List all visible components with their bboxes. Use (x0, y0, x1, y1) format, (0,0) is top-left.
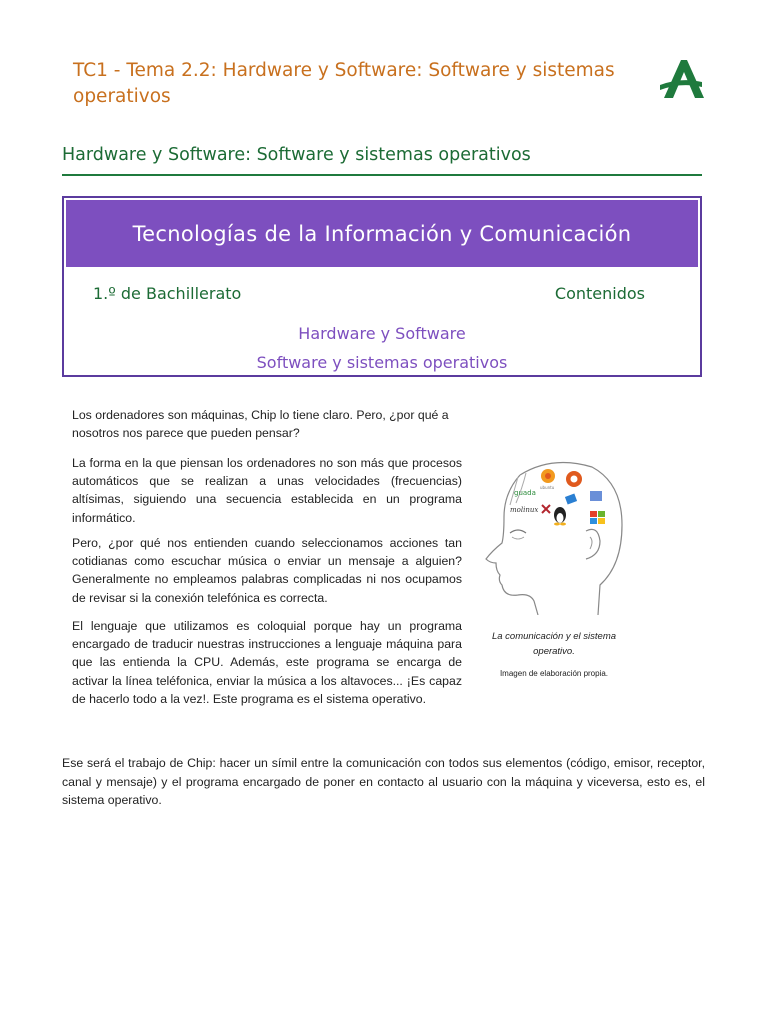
document-header-title: TC1 - Tema 2.2: Hardware y Software: Software y sistemas operativos (73, 60, 615, 107)
body-paragraph: Pero, ¿por qué nos entienden cuando seleccionamos acciones tan cotidianas como escuchar música o enviar un mensaje a alguien? Generalmente no empleamos palabras complicadas ni nos ocupamos de revisar si la conexión telefónica es correcta. (72, 536, 462, 605)
head-illustration (482, 455, 627, 615)
course-topic: Hardware y Software (298, 324, 466, 343)
course-info-box (62, 196, 702, 377)
subject-banner: Tecnologías de la Información y Comunicación (66, 200, 698, 267)
closing-paragraph: Ese será el trabajo de Chip: hacer un símil entre la comunicación con todos sus elementos (código, emisor, receptor, canal y mensaje) y el programa encargado de poner en contacto al usuario con la máquina y viceversa, esto es, el sistema operativo. (62, 756, 705, 807)
figure-caption: La comunicación y el sistema operativo. (491, 631, 617, 657)
section-divider (62, 174, 702, 176)
junta-andalucia-logo (656, 58, 706, 102)
course-level: 1.º de Bachillerato (93, 284, 242, 303)
body-paragraph: La forma en la que piensan los ordenadores no son más que procesos automáticos que se realizan a unas velocidades (frecuencias) altísimas, siguiendo una secuencia establecida en un programa informático. (72, 456, 462, 525)
os-logos-group (510, 469, 605, 526)
course-section-label: Contenidos (554, 284, 645, 303)
body-paragraph: El lenguaje que utilizamos es coloquial porque hay un programa encargado de traducir nuestras instrucciones a lenguaje máquina para que las entienda la CPU. Además, este programa se encarga de activar la línea teléfonica, enviar la música a los altavoces... ¡Es capaz de hacerlo todo a la vez!. Este programa es el sistema operativo. (72, 619, 462, 706)
figure-label: guada (514, 489, 536, 497)
section-title: Hardware y Software: Software y sistemas operativos (62, 145, 531, 165)
body-paragraph: Los ordenadores son máquinas, Chip lo tiene claro. Pero, ¿por qué a nosotros nos parece que pueden pensar? (72, 408, 449, 441)
figure-credit: Imagen de elaboración propia. (499, 669, 609, 678)
course-subtopic: Software y sistemas operativos (256, 353, 508, 372)
figure-label: molinux (510, 506, 539, 514)
figure-label: ubuntu (540, 485, 555, 490)
